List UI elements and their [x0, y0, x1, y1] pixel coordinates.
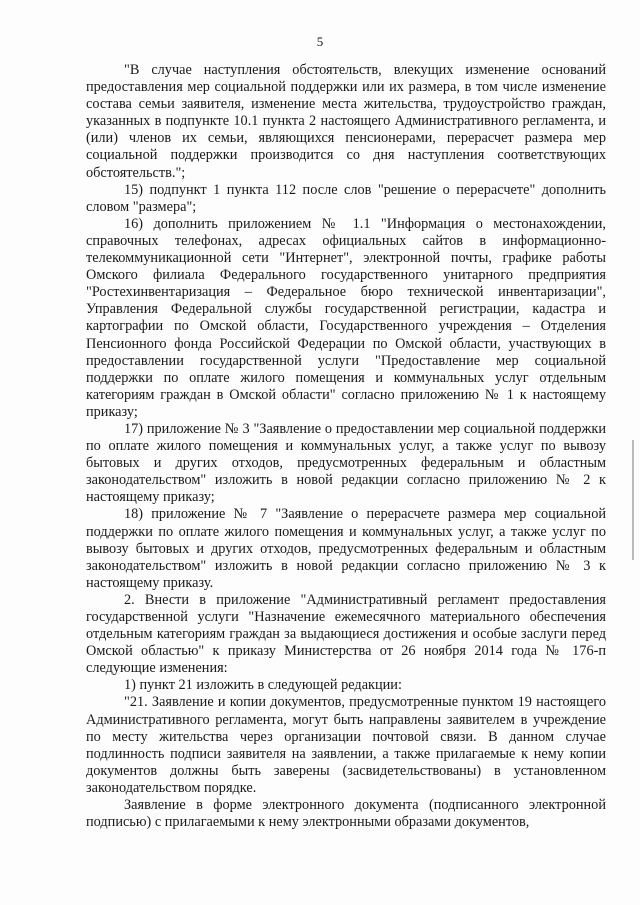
- paragraph-text: 1) пункт 21 изложить в следующей редакции:: [124, 677, 402, 694]
- paragraph-text: Заявление в форме электронного документа (подписанного электронной подписью) с прилагаемыми к нему электронными образами документов,: [86, 797, 606, 831]
- scan-edge-mark: [632, 440, 634, 560]
- paragraph-text: 15) подпункт 1 пункта 112 после слов "решение о перерасчете" дополнить словом "размера";: [86, 181, 606, 215]
- paragraph-text: 2. Внести в приложение "Административный регламент предоставления государственной услуги "Назначение ежемесячного материального обеспечения отдельным категориям граждан за выдающиеся достижения и особые заслуги перед Омской областью" к приказу Министерства от 26 ноября 2014 года № 176-п следующие изменения:: [86, 591, 606, 677]
- paragraph-text: "В случае наступления обстоятельств, влекущих изменение оснований предоставления мер социальной поддержки или их размера, в том числе изменение состава семьи заявителя, изменение места жительства, трудоустройство граждан, указанных в подпункте 10.1 пункта 2 настоящего Административного регламента, и (или) членов их семьи, являющихся пенсионерами, перерасчет размера мер социальной поддержки производится со дня наступления соответствующих обстоятельств.";: [86, 62, 606, 181]
- paragraph-text: 16) дополнить приложением № 1.1 "Информация о местонахождении, справочных телефонах, адресах официальных сайтов в информационно-телекоммуникационной сети "Интернет", электронной почты, графике работы Омского филиала Федерального государственного унитарного предприятия "Ростехинвентаризация – Федеральное бюро технической инвентаризации", Управления Федеральной службы государственной регистрации, кадастра и картографии по Омской области, Государственного учреждения – Отделения Пенсионного фонда Российской Федерации по Омской области, участвующих в предоставлении государственной услуги "Предоставление мер социальной поддержки по оплате жилого помещения и коммунальных услуг отдельным категориям граждан в Омской области" согласно приложению № 1 к настоящему приказу;: [86, 215, 606, 420]
- document-body: [86, 62, 606, 831]
- paragraph-text: 17) приложение № 3 "Заявление о предоставлении мер социальной поддержки по оплате жилого помещения и коммунальных услуг, а также услуг по вывозу бытовых и других отходов, предусмотренных федеральным и областным законодательством" изложить в новой редакции согласно приложению № 2 к настоящему приказу;: [86, 420, 606, 506]
- paragraph-text: "21. Заявление и копии документов, предусмотренные пунктом 19 настоящего Административного регламента, могут быть направлены заявителем в учреждение по месту жительства через организации почтовой связи. В данном случае подлинность подписи заявителя на заявлении, а также прилагаемые к нему копии документов должны быть заверены (засвидетельствованы) в установленном законодательством порядке.: [86, 694, 606, 796]
- paragraph-text: 18) приложение № 7 "Заявление о перерасчете размера мер социальной поддержки по оплате жилого помещения и коммунальных услуг, а также услуг по вывозу бытовых и других отходов, предусмотренных федеральным и областным законодательством" изложить в новой редакции согласно приложению № 3 к настоящему приказу.: [86, 506, 606, 591]
- page-number: 5: [316, 34, 324, 49]
